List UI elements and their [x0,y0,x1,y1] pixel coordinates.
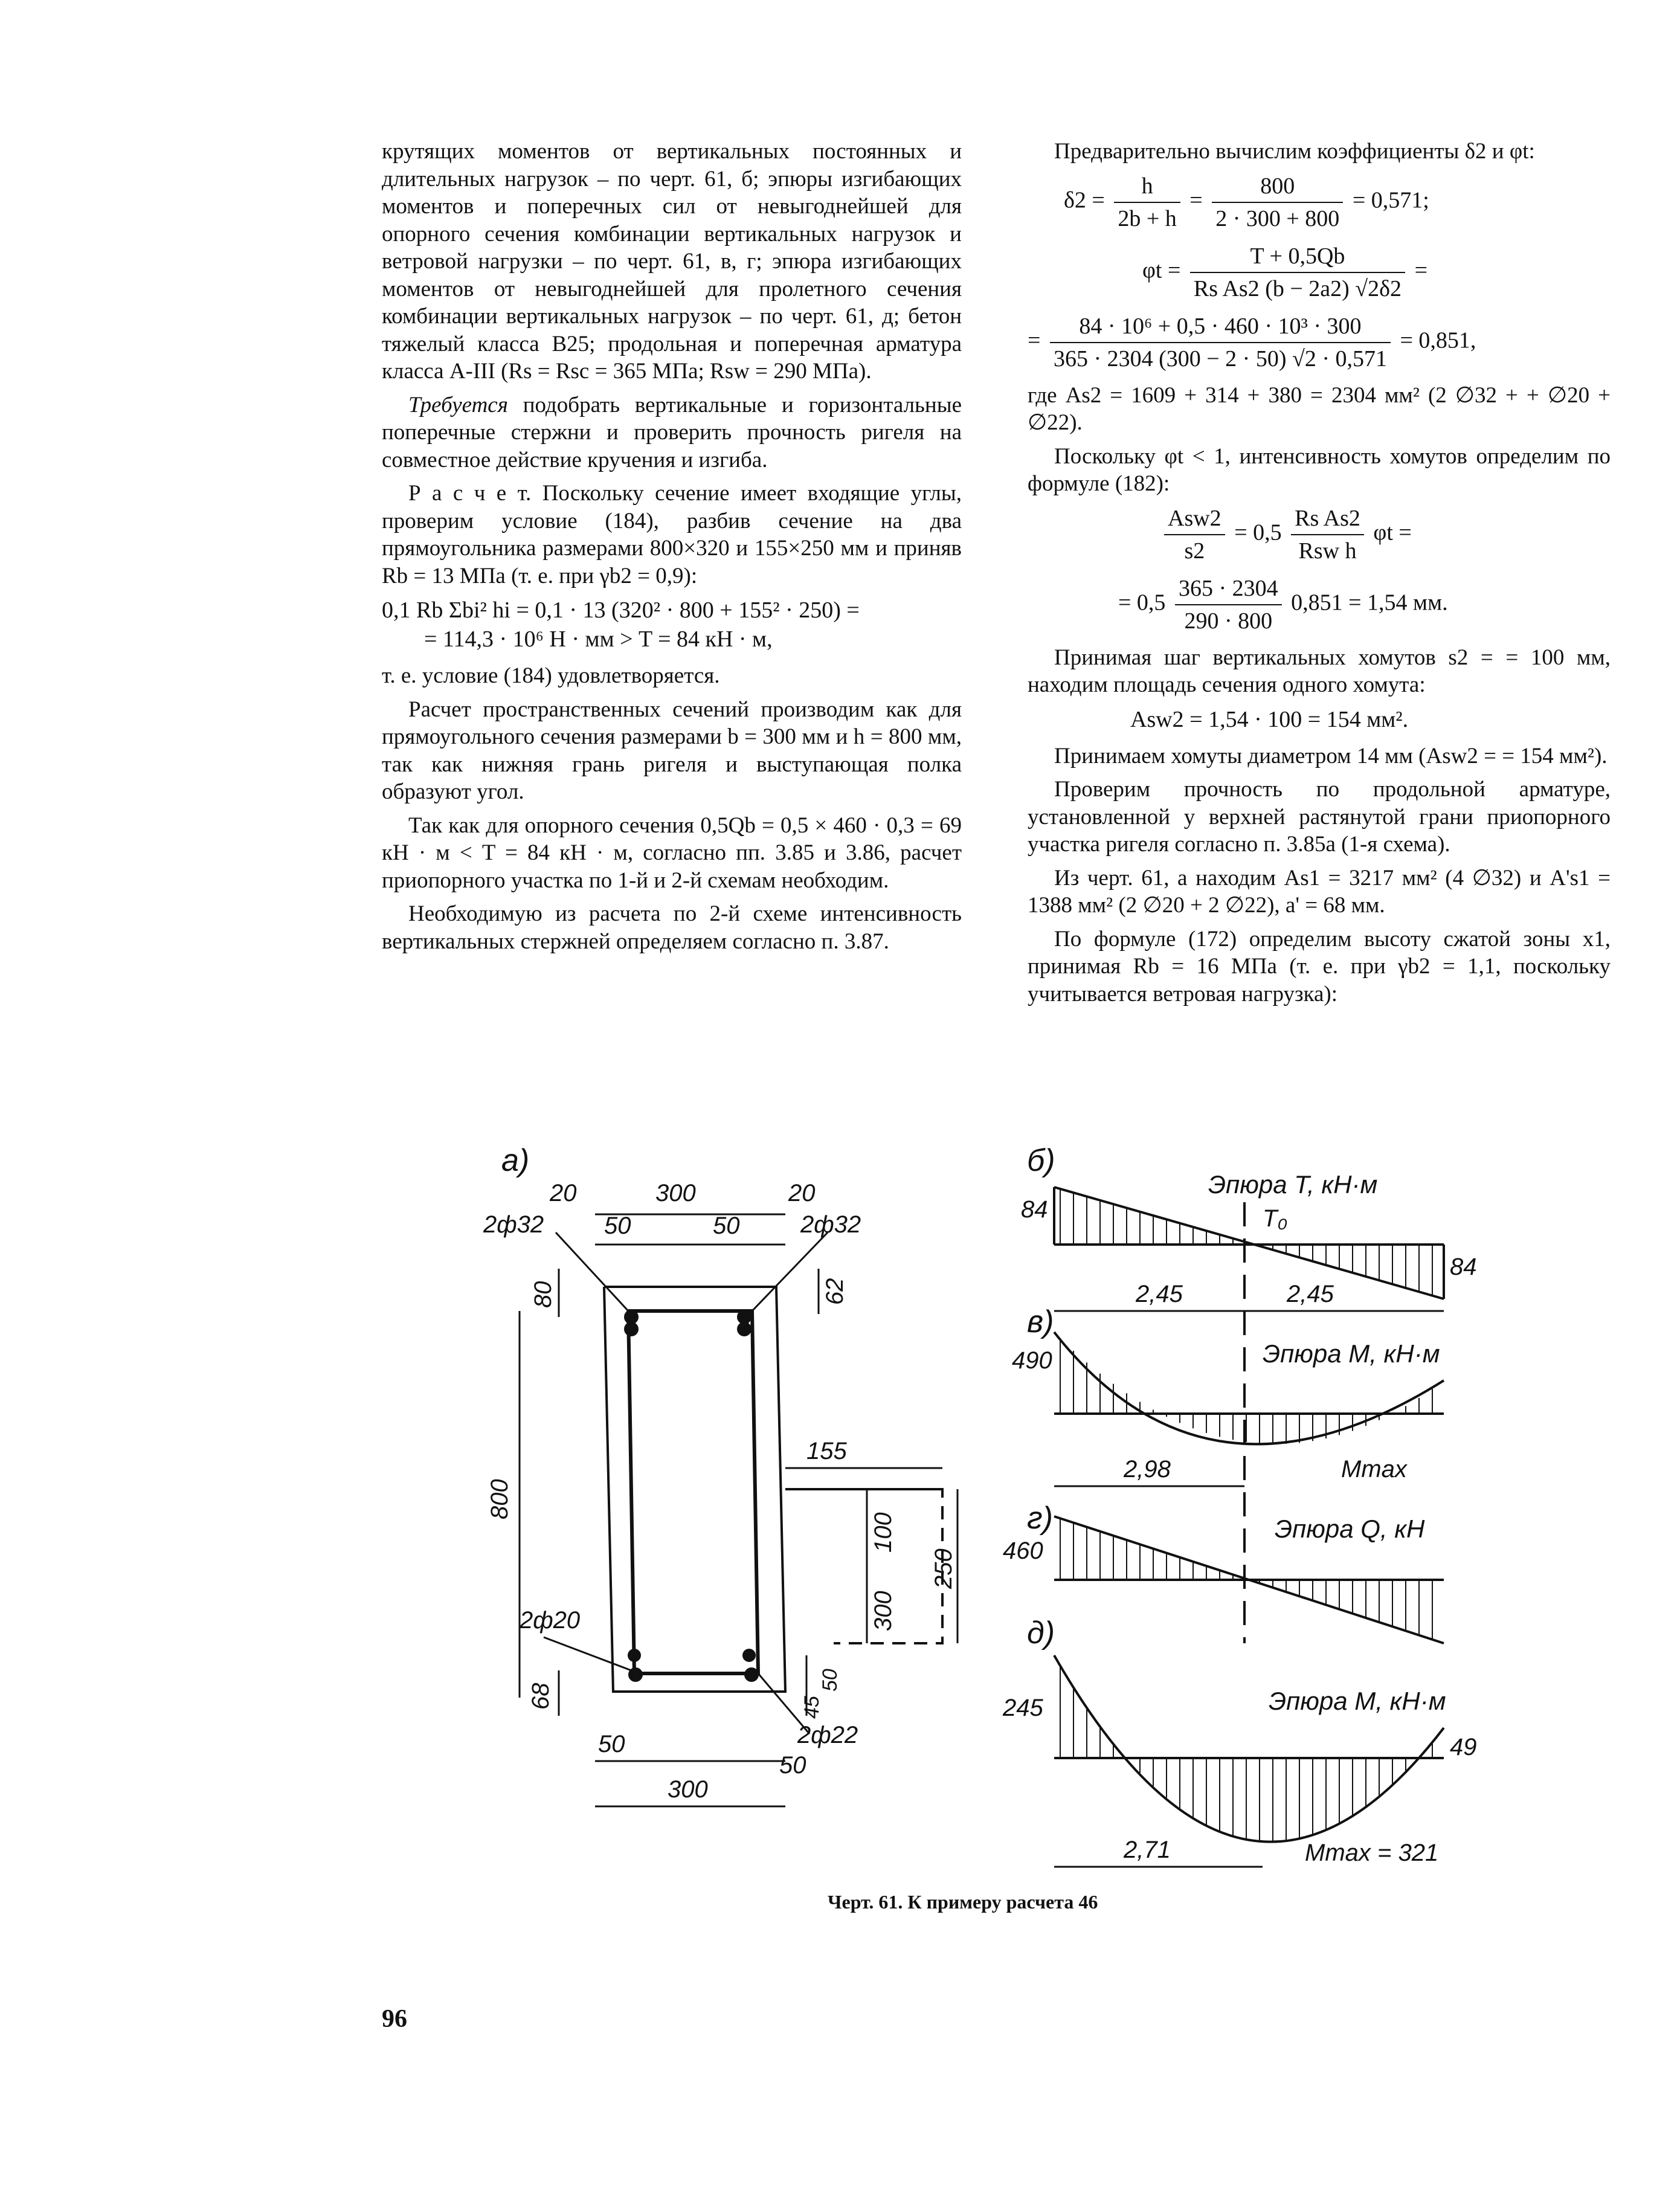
dim-50-bottom-right: 50 [819,1669,842,1692]
diagram-M2-title: Эпюра M, кН·м [1269,1687,1446,1715]
phi2-result: = 0,851, [1400,327,1476,353]
page-number: 96 [382,2005,407,2033]
label-d: д) [1027,1615,1055,1651]
Q-left-value: 460 [1003,1538,1043,1564]
asw-num-2: Rs As2 [1291,504,1364,535]
right-paragraph-1: Предварительно вычислим коэффициенты δ2 и φt: [1054,139,1535,164]
M2-left-value: 245 [1003,1695,1043,1721]
asw-val-den: 290 · 800 [1184,608,1273,634]
dim-300-side: 300 [870,1591,896,1631]
asw-val-num: 365 · 2304 [1175,574,1282,605]
asw-mid: = 0,5 [1234,520,1282,546]
phi-num: T + 0,5Qb [1190,242,1405,273]
flange-outline [785,1489,942,1643]
dim-50-bottom: 50 [779,1752,806,1779]
diagram-M1-title: Эпюра M, кН·м [1263,1339,1440,1368]
delta-num-1: h [1114,172,1180,203]
required-text: подобрать вертикальные и горизонтальные поперечные стержни и проверить прочность ригеля на совместное действие кручения и изгиба. [382,392,962,472]
phi-den: Rs As2 (b − 2a2) √2δ2 [1193,275,1402,301]
asw-tail: φt = [1373,520,1412,546]
formula-line-1: 0,1 Rb Σbi² hi = 0,1 · 13 (320² · 800 + 155² · 250) = [382,597,860,623]
diagram-M2-curve [1054,1655,1444,1842]
dim-250: 250 [930,1548,957,1589]
diagram-T-title: Эпюра T, кН·м [1208,1170,1378,1199]
T-right-value: 84 [1450,1254,1477,1280]
leader-2f20 [544,1637,631,1670]
M1-left-value: 490 [1012,1347,1052,1374]
delta-den-2: 2 · 300 + 800 [1215,205,1340,231]
diagram-T-line [1054,1187,1444,1299]
T0-label: T₀ [1263,1205,1288,1232]
delta-num-2: 800 [1212,172,1343,203]
dim-300-bottom: 300 [668,1776,708,1803]
dim-45: 45 [800,1696,823,1719]
M2-right-value: 49 [1450,1734,1477,1760]
bar-label-2f32-right: 2ф32 [800,1211,861,1238]
stirrup [628,1311,758,1673]
right-paragraph-6: Проверим прочность по продольной арматуре, установленной у верхней растянутой грани приопорного участка ригеля согласно п. 3.85а (1-я схема). [1028,777,1611,857]
dim-100: 100 [870,1512,896,1553]
dim-155: 155 [806,1438,847,1464]
formula-asw-area: Asw2 = 1,54 · 100 = 154 мм². [1130,706,1409,732]
phi2-den: 365 · 2304 (300 − 2 · 50) √2 · 0,571 [1053,346,1387,372]
bar-bottom-right-22 [744,1667,759,1682]
bar-label-2f32-left: 2ф32 [483,1211,544,1238]
asw-den-2: Rsw h [1298,538,1357,564]
asw-den: s2 [1184,538,1205,564]
formula-phi-t-values: = $\frac{\text{84 · 10⁶ + 0,5 · 460 · 10³ · 300}}{365 \cdot 2304 (300 - 2 \cdot 50) √2 \cdot 0,571}$ = 0,851, [1028,312,1611,373]
M1-max-label: Mmax [1341,1456,1407,1483]
formula-delta2: δ2 = $\frac{h}{2b + h}$ = $\frac{800}{2 \cdot 300 + 800}$ = 0,571; [1028,172,1611,233]
label-v: в) [1027,1304,1054,1339]
label-b: б) [1027,1143,1055,1178]
T-span-right: 2,45 [1287,1281,1334,1307]
bar-bottom-left-20 [628,1649,641,1662]
dim-50-right: 50 [713,1213,740,1239]
right-paragraph-7: Из черт. 61, а находим As1 = 3217 мм² (4 ∅32) и A's1 = 1388 мм² (2 ∅20 + 2 ∅22), a' = 68 мм. [1028,865,1611,918]
M2-max-label: Mmax = 321 [1305,1840,1439,1866]
diagram-Q-title: Эпюра Q, кН [1275,1515,1425,1543]
bar-top-right-2 [737,1322,751,1336]
right-paragraph-2: где As2 = 1609 + 314 + 380 = 2304 мм² (2 ∅32 + + ∅20 + ∅22). [1028,382,1611,435]
left-paragraph-6: Так как для опорного сечения 0,5Qb = 0,5 × 460 · 0,3 = 69 кН · м < T = 84 кН · м, согласно пп. 3.85 и 3.86, расчет приопорного участка по 1-й и 2-й схемам необходим. [382,813,962,893]
left-paragraph-7: Необходимую из расчета по 2-й схеме интенсивность вертикальных стержней определяем согласно п. 3.87. [382,901,962,954]
dim-62: 62 [822,1278,848,1305]
required-lead: Требуется [408,392,508,417]
right-paragraph-5: Принимаем хомуты диаметром 14 мм (Asw2 = = 154 мм²). [1054,743,1608,768]
dim-50-left: 50 [604,1213,631,1239]
bar-bottom-right-20 [742,1649,756,1662]
dim-68: 68 [527,1683,554,1710]
dim-800: 800 [486,1479,513,1519]
dim-300-top: 300 [655,1180,696,1206]
dim-20-left: 20 [550,1180,577,1206]
figure-caption: Черт. 61. К примеру расчета 46 [828,1891,1098,1913]
phi-eq: = [1414,257,1427,283]
delta-result: = 0,571; [1352,187,1429,213]
phi-lhs: φt = [1142,257,1181,283]
T-left-value: 84 [1021,1196,1048,1223]
bar-bottom-left-22 [628,1667,643,1682]
M2-span: 2,71 [1124,1837,1171,1863]
label-g: г) [1027,1501,1053,1536]
delta-den-1: 2b + h [1118,205,1177,231]
right-paragraph-8: По формуле (172) определим высоту сжатой зоны x1, принимая Rb = 16 МПа (т. е. при γb2 = 1,1, поскольку учитывается ветровая нагрузка): [1028,926,1611,1006]
left-paragraph-1: крутящих моментов от вертикальных постоянных и длительных нагрузок – по черт. 61, б; эпюры изгибающих моментов и поперечных сил от невыгоднейшей для опорного сечения комбинации вертикальных нагрузок и ветровой нагрузки – по черт. 61, в, г; эпюра изгибающих моментов от невыгоднейшей для пролетного сечения комбинации вертикальных нагрузок – по черт. 61, д; бетон тяжелый класса В25; продольная и поперечная арматура класса А-III (Rs = Rsc = 365 МПа; Rsw = 290 МПа). [382,139,962,384]
right-paragraph-3: Поскольку φt < 1, интенсивность хомутов определим по формуле (182): [1028,443,1611,496]
bar-label-2f20: 2ф20 [520,1607,581,1634]
dim-80: 80 [530,1281,556,1308]
left-paragraph-4: т. е. условие (184) удовлетворяется. [382,663,720,688]
asw-val-lhs: = 0,5 [1118,590,1166,616]
bar-top-left-2 [624,1322,639,1336]
T-span-left: 2,45 [1136,1281,1183,1307]
label-a: а) [501,1143,530,1178]
dim-20-right: 20 [788,1180,816,1206]
asw-val-result: 0,851 = 1,54 мм. [1291,590,1448,616]
asw-num: Asw2 [1164,504,1225,535]
left-paragraph-5: Расчет пространственных сечений производим как для прямоугольного сечения размерами b = 300 мм и h = 800 мм, так как нижняя грань ригеля и выступающая полка образуют угол. [382,697,962,804]
delta-lhs: δ2 = [1064,187,1105,213]
dim-50-bottom-left: 50 [598,1731,625,1757]
calc-text: Поскольку сечение имеет входящие углы, проверим условие (184), разбив сечение на два прямоугольника размерами 800×320 и 155×250 мм и приняв Rb = 13 МПа (т. е. при γb2 = 0,9): [382,481,962,588]
phi2-num: 84 · 10⁶ + 0,5 · 460 · 10³ · 300 [1050,312,1391,343]
formula-line-2: = 114,3 · 10⁶ Н · мм > T = 84 кН · м, [424,626,773,652]
bar-label-2f22: 2ф22 [797,1722,858,1748]
right-paragraph-4: Принимая шаг вертикальных хомутов s2 = = 100 мм, находим площадь сечения одного хомута: [1028,645,1611,697]
calc-lead: Р а с ч е т. [408,481,532,506]
M1-span: 2,98 [1124,1456,1171,1483]
